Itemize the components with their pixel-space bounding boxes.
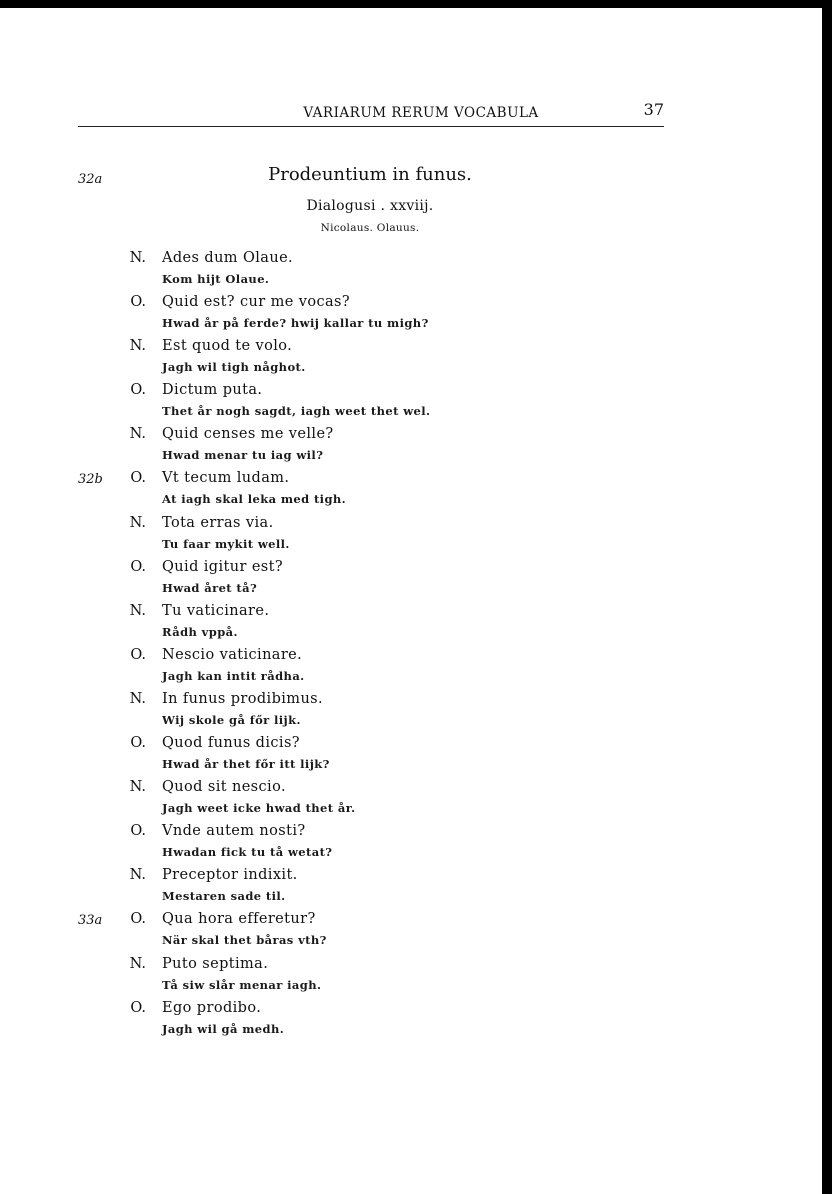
dialogue-entry bbox=[0, 691, 832, 735]
speaker-label: O. bbox=[130, 911, 146, 928]
latin-line: Quod sit nescio. bbox=[162, 779, 286, 796]
latin-line: Puto septima. bbox=[162, 955, 269, 972]
latin-line: Vnde autem nosti? bbox=[162, 823, 306, 840]
dialogue-entry bbox=[0, 911, 832, 955]
speaker-label: O. bbox=[130, 558, 146, 575]
speaker-label: O. bbox=[130, 735, 146, 752]
dialogue-entry bbox=[0, 823, 832, 867]
dialogue-entry bbox=[0, 470, 832, 514]
dialogue-entry bbox=[0, 515, 832, 559]
swedish-line: Kom hijt Olaue. bbox=[162, 272, 270, 286]
latin-line: Est quod te volo. bbox=[162, 338, 293, 355]
speaker-label: N. bbox=[129, 426, 146, 443]
latin-line: Ades dum Olaue. bbox=[162, 250, 294, 266]
page-number: 37 bbox=[643, 100, 664, 119]
swedish-line: Mestaren sade til. bbox=[162, 889, 286, 904]
dialogue-entry bbox=[0, 735, 832, 779]
swedish-line: Jagh wil gå medh. bbox=[162, 1021, 285, 1036]
margin-note: 33a bbox=[78, 913, 103, 928]
swedish-line: Rådh vppå. bbox=[162, 624, 238, 639]
margin-note: 32a bbox=[78, 172, 103, 187]
speaker-label: N. bbox=[129, 690, 146, 707]
latin-line: Quod funus dicis? bbox=[162, 735, 300, 752]
dialogue-entry bbox=[0, 956, 832, 1000]
latin-line: Vt tecum ludam. bbox=[162, 470, 290, 487]
latin-line: In funus prodibimus. bbox=[162, 690, 324, 707]
latin-line: Quid est? cur me vocas? bbox=[162, 294, 351, 311]
speaker-label: O. bbox=[130, 470, 146, 487]
latin-line: Ego prodibo. bbox=[162, 999, 262, 1016]
dialogue-subtitle: Dialogusi . xxviij. bbox=[306, 198, 434, 214]
swedish-line: Tå siw slår menar iagh. bbox=[162, 977, 322, 992]
swedish-line: Jagh kan intit rådha. bbox=[162, 668, 305, 683]
speaker-label: O. bbox=[130, 646, 146, 663]
latin-line: Tota erras via. bbox=[162, 514, 274, 531]
dialogue-entry bbox=[0, 867, 832, 911]
dialogue-entry bbox=[0, 779, 832, 823]
speaker-label: O. bbox=[130, 999, 146, 1016]
dialogue-body bbox=[0, 250, 832, 1044]
latin-line: Nescio vaticinare. bbox=[162, 646, 303, 663]
swedish-line: Hwad året tå? bbox=[162, 580, 258, 595]
speaker-label: N. bbox=[129, 250, 146, 266]
latin-line: Dictum puta. bbox=[162, 382, 263, 399]
speaker-label: N. bbox=[129, 955, 146, 972]
speaker-label: N. bbox=[129, 338, 146, 355]
dialogue-speakers: Nicolaus. Olauus. bbox=[320, 222, 420, 234]
swedish-line: Thet år nogh sagdt, iagh weet thet wel. bbox=[162, 404, 431, 419]
dialogue-title: Prodeuntium in funus. bbox=[268, 164, 472, 185]
swedish-line: Jagh weet icke hwad thet år. bbox=[162, 801, 356, 816]
speaker-label: N. bbox=[129, 514, 146, 531]
dialogue-entry bbox=[0, 603, 832, 647]
speaker-label: N. bbox=[129, 602, 146, 619]
dialogue-entry bbox=[0, 382, 832, 426]
latin-line: Quid censes me velle? bbox=[162, 426, 334, 443]
latin-line: Tu vaticinare. bbox=[162, 602, 270, 619]
dialogue-entry bbox=[0, 559, 832, 603]
speaker-label: O. bbox=[130, 294, 146, 311]
latin-line: Qua hora efferetur? bbox=[162, 911, 316, 928]
dialogue-entry bbox=[0, 250, 832, 294]
swedish-line: När skal thet båras vth? bbox=[162, 933, 327, 948]
latin-line: Quid igitur est? bbox=[162, 558, 284, 575]
dialogue-entry bbox=[0, 338, 832, 382]
page-top-border bbox=[0, 0, 832, 8]
margin-note: 32b bbox=[78, 472, 103, 487]
speaker-label: N. bbox=[129, 779, 146, 796]
speaker-label: O. bbox=[130, 382, 146, 399]
swedish-line: Tu faar mykit well. bbox=[162, 536, 290, 551]
latin-line: Preceptor indixit. bbox=[162, 867, 298, 884]
swedish-line: Hwad år thet főr itt lijk? bbox=[162, 757, 330, 772]
swedish-line: Wij skole gå főr lijk. bbox=[162, 712, 301, 727]
swedish-line: Hwad menar tu iag wil? bbox=[162, 448, 324, 463]
swedish-line: Jagh wil tigh någhot. bbox=[162, 360, 306, 375]
page-header bbox=[78, 98, 664, 127]
swedish-line: Hwadan fick tu tå wetat? bbox=[162, 845, 333, 860]
speaker-label: O. bbox=[130, 823, 146, 840]
swedish-line: At iagh skal leka med tigh. bbox=[162, 492, 347, 507]
dialogue-entry bbox=[0, 426, 832, 470]
dialogue-entry bbox=[0, 647, 832, 691]
dialogue-entry bbox=[0, 294, 832, 338]
dialogue-entry bbox=[0, 1000, 832, 1044]
running-head: VARIARUM RERUM VOCABULA bbox=[303, 105, 539, 121]
swedish-line: Hwad år på ferde? hwij kallar tu migh? bbox=[162, 316, 429, 331]
speaker-label: N. bbox=[129, 867, 146, 884]
